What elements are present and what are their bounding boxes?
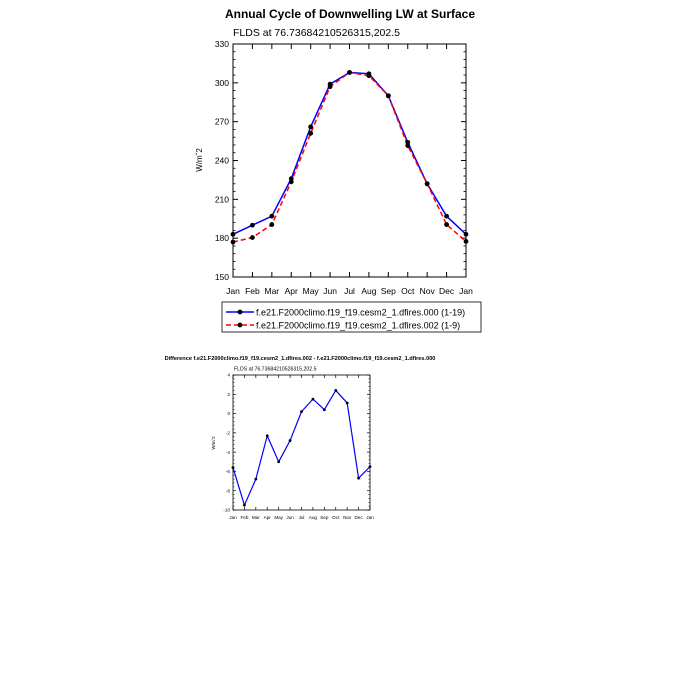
series-1-point	[308, 124, 313, 129]
x-tick-label: Jul	[298, 515, 305, 520]
x-tick-label: Aug	[361, 286, 377, 296]
legend-marker-series-1	[238, 310, 243, 315]
diff-chart-subtitle: FLDS at 76.73684210526315,202.5	[234, 366, 317, 373]
series-1-line	[233, 390, 370, 505]
series-2-point	[464, 239, 469, 244]
main-ticks	[215, 39, 473, 296]
legend-label-series-1: f.e21.F2000climo.f19_f19.cesm2_1.dfires.000 (1-19)	[256, 307, 466, 318]
x-tick-label: Jun	[286, 515, 294, 520]
y-tick-label: -2	[225, 430, 230, 436]
x-tick-label: Feb	[240, 515, 249, 520]
x-tick-label: Mar	[264, 286, 280, 296]
series-2-point	[269, 222, 274, 227]
series-1-point	[277, 460, 280, 463]
x-tick-label: Apr	[284, 286, 298, 296]
series-2-point	[405, 143, 410, 148]
series-1-point	[266, 434, 269, 437]
x-tick-label: Dec	[354, 515, 363, 520]
series-1-point	[232, 466, 235, 469]
y-tick-label: 270	[214, 116, 229, 127]
y-tick-label: 240	[214, 155, 229, 166]
series-2-point	[328, 84, 333, 89]
y-tick-label: 330	[214, 38, 229, 49]
y-tick-label: -4	[225, 449, 230, 455]
series-2-point	[250, 235, 255, 240]
series-1-point	[444, 214, 449, 219]
main-legend	[222, 302, 481, 332]
main-chart-subtitle: FLDS at 76.73684210526315,202.5	[233, 27, 400, 39]
y-tick-label: 2	[227, 391, 230, 397]
legend-label-series-2: f.e21.F2000climo.f19_f19.cesm2_1.dfires.002 (1-9)	[256, 320, 461, 331]
y-tick-label: 150	[214, 271, 229, 282]
y-tick-label: -8	[225, 488, 230, 494]
series-2-point	[289, 179, 294, 184]
series-1-line	[233, 72, 466, 234]
series-2-point	[308, 131, 313, 136]
diff-ticks	[223, 373, 374, 520]
main-chart	[195, 7, 481, 332]
x-tick-label: Oct	[332, 515, 340, 520]
x-tick-label: Aug	[308, 515, 318, 520]
series-1-point	[369, 465, 372, 468]
series-1-point	[269, 214, 274, 219]
x-tick-label: Dec	[439, 286, 455, 296]
diff-y-axis-label: W/mˆ2	[211, 436, 216, 450]
series-1-point	[289, 439, 292, 442]
series-2-point	[425, 181, 430, 186]
series-1-point	[312, 398, 315, 401]
series-1-point	[464, 232, 469, 237]
x-tick-label: Oct	[401, 286, 415, 296]
x-tick-label: May	[302, 286, 319, 296]
diff-series	[232, 389, 372, 507]
series-2-point	[444, 222, 449, 227]
x-tick-label: Jul	[344, 286, 355, 296]
series-1-point	[250, 223, 255, 228]
series-1-point	[346, 402, 349, 405]
diff-chart-title: Difference f.e21.F2000climo.f19_f19.cesm2_1.dfires.002 - f.e21.F2000climo.f19_f19.cesm2_1.dfires.000	[164, 356, 436, 362]
y-tick-label: 210	[214, 194, 229, 205]
x-tick-label: Jan	[459, 286, 473, 296]
x-tick-label: Feb	[245, 286, 260, 296]
y-tick-label: -6	[225, 469, 230, 475]
x-tick-label: Jan	[229, 515, 237, 520]
y-tick-label: 180	[214, 233, 229, 244]
y-tick-label: 300	[214, 77, 229, 88]
y-tick-label: -10	[223, 507, 230, 513]
x-tick-label: Sep	[380, 286, 396, 296]
x-tick-label: Sep	[320, 515, 329, 520]
main-y-axis-label: W/mˆ2	[195, 148, 204, 172]
x-tick-label: Mar	[251, 515, 260, 520]
series-2-line	[233, 72, 466, 242]
legend-marker-series-2	[238, 323, 243, 328]
x-tick-label: May	[274, 515, 284, 520]
series-1-point	[357, 477, 360, 480]
series-2-point	[231, 240, 236, 245]
x-tick-label: Jan	[366, 515, 374, 520]
main-series	[231, 70, 469, 244]
main-plot-frame	[233, 44, 466, 277]
series-1-point	[231, 232, 236, 237]
series-1-point	[243, 504, 246, 507]
x-tick-label: Nov	[419, 286, 435, 296]
x-tick-label: Apr	[263, 515, 271, 520]
series-2-point	[367, 73, 372, 78]
diff-plot-frame	[233, 375, 370, 510]
series-1-point	[254, 478, 257, 481]
series-1-point	[300, 410, 303, 413]
y-tick-label: 4	[227, 372, 230, 378]
y-tick-label: 0	[227, 411, 230, 417]
x-tick-label: Jun	[323, 286, 337, 296]
x-tick-label: Jan	[226, 286, 240, 296]
series-2-point	[386, 93, 391, 98]
series-2-point	[347, 70, 352, 75]
series-1-point	[334, 389, 337, 392]
main-chart-title: Annual Cycle of Downwelling LW at Surface	[224, 7, 476, 21]
difference-chart	[165, 356, 436, 520]
series-1-point	[323, 408, 326, 411]
x-tick-label: Nov	[343, 515, 352, 520]
